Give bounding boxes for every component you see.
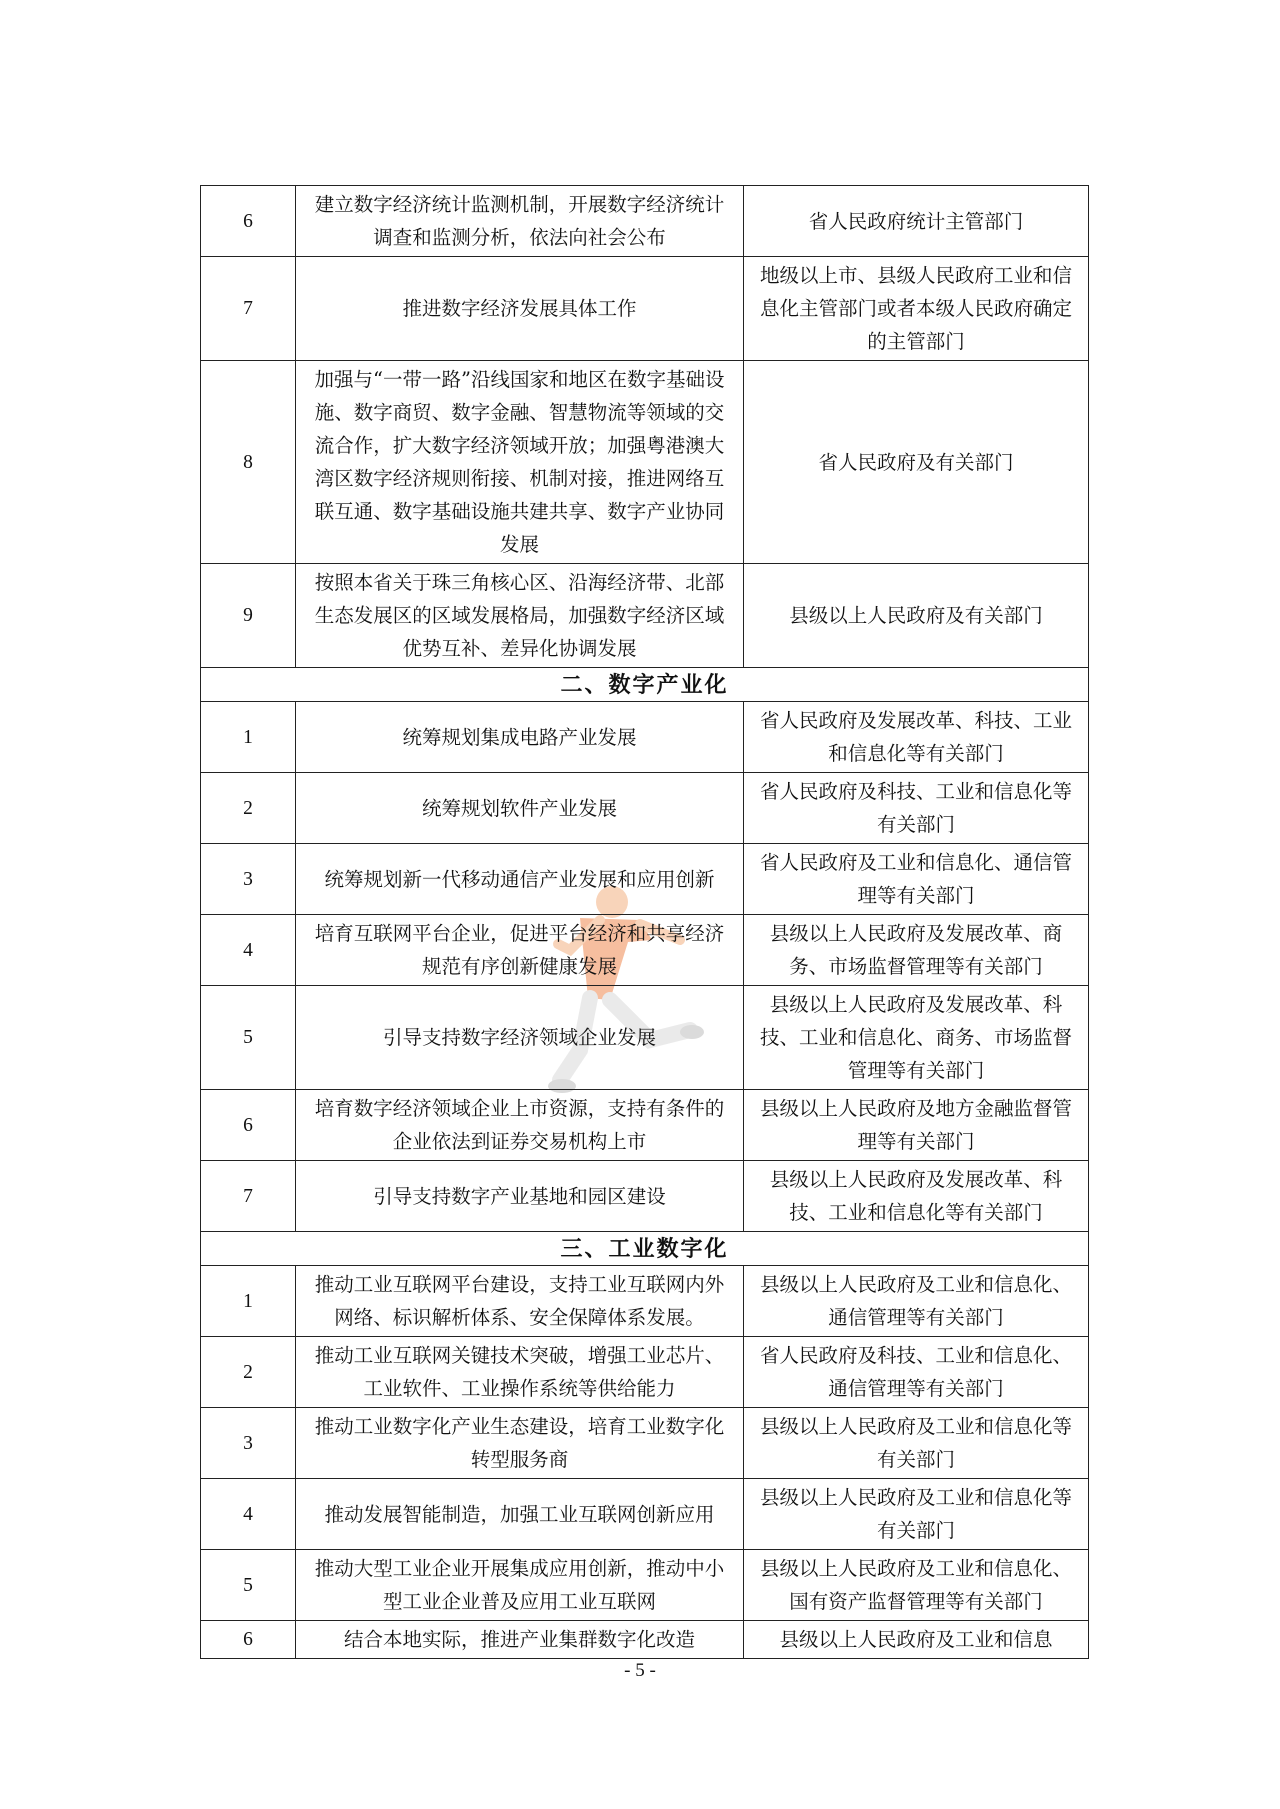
row-number: 6 <box>201 186 296 257</box>
task-cell: 统筹规划软件产业发展 <box>296 773 744 844</box>
row-number: 7 <box>201 1161 296 1232</box>
table-row <box>201 1621 1089 1659</box>
row-number: 8 <box>201 361 296 564</box>
task-cell: 结合本地实际，推进产业集群数字化改造 <box>296 1621 744 1659</box>
table-row <box>201 1479 1089 1550</box>
row-number: 6 <box>201 1090 296 1161</box>
table-row <box>201 564 1089 668</box>
row-number: 5 <box>201 1550 296 1621</box>
task-cell: 引导支持数字经济领域企业发展 <box>296 986 744 1090</box>
department-cell: 省人民政府统计主管部门 <box>744 186 1089 257</box>
task-cell: 统筹规划集成电路产业发展 <box>296 702 744 773</box>
table-row <box>201 915 1089 986</box>
table-row <box>201 986 1089 1090</box>
task-cell: 加强与“一带一路”沿线国家和地区在数字基础设施、数字商贸、数字金融、智慧物流等领域的交流合作，扩大数字经济领域开放；加强粤港澳大湾区数字经济规则衔接、机制对接，推进网络互联互通、数字基础设施共建共享、数字产业协同发展 <box>296 361 744 564</box>
department-cell: 省人民政府及科技、工业和信息化、通信管理等有关部门 <box>744 1337 1089 1408</box>
table-row <box>201 702 1089 773</box>
row-number: 2 <box>201 1337 296 1408</box>
table-row <box>201 186 1089 257</box>
department-cell: 县级以上人民政府及工业和信息化等有关部门 <box>744 1479 1089 1550</box>
table-row <box>201 1337 1089 1408</box>
row-number: 9 <box>201 564 296 668</box>
table-body <box>201 186 1089 1659</box>
task-cell: 推动大型工业企业开展集成应用创新，推动中小型工业企业普及应用工业互联网 <box>296 1550 744 1621</box>
task-cell: 培育互联网平台企业，促进平台经济和共享经济规范有序创新健康发展 <box>296 915 744 986</box>
row-number: 5 <box>201 986 296 1090</box>
department-cell: 县级以上人民政府及工业和信息化等有关部门 <box>744 1408 1089 1479</box>
task-cell: 培育数字经济领域企业上市资源，支持有条件的企业依法到证券交易机构上市 <box>296 1090 744 1161</box>
department-cell: 县级以上人民政府及发展改革、科技、工业和信息化、商务、市场监督管理等有关部门 <box>744 986 1089 1090</box>
table-row <box>201 773 1089 844</box>
task-cell: 建立数字经济统计监测机制，开展数字经济统计调查和监测分析，依法向社会公布 <box>296 186 744 257</box>
row-number: 3 <box>201 1408 296 1479</box>
section-heading-row <box>201 668 1089 702</box>
department-cell: 地级以上市、县级人民政府工业和信息化主管部门或者本级人民政府确定的主管部门 <box>744 257 1089 361</box>
task-cell: 引导支持数字产业基地和园区建设 <box>296 1161 744 1232</box>
row-number: 6 <box>201 1621 296 1659</box>
table-row <box>201 1408 1089 1479</box>
task-cell: 统筹规划新一代移动通信产业发展和应用创新 <box>296 844 744 915</box>
task-cell: 推动工业数字化产业生态建设，培育工业数字化转型服务商 <box>296 1408 744 1479</box>
row-number: 3 <box>201 844 296 915</box>
department-cell: 县级以上人民政府及地方金融监督管理等有关部门 <box>744 1090 1089 1161</box>
department-cell: 县级以上人民政府及工业和信息化、通信管理等有关部门 <box>744 1266 1089 1337</box>
department-cell: 省人民政府及工业和信息化、通信管理等有关部门 <box>744 844 1089 915</box>
section-heading-row <box>201 1232 1089 1266</box>
department-cell: 省人民政府及发展改革、科技、工业和信息化等有关部门 <box>744 702 1089 773</box>
department-cell: 省人民政府及有关部门 <box>744 361 1089 564</box>
table-row <box>201 1550 1089 1621</box>
table-row <box>201 844 1089 915</box>
department-cell: 县级以上人民政府及工业和信息 <box>744 1621 1089 1659</box>
task-cell: 推动工业互联网平台建设，支持工业互联网内外网络、标识解析体系、安全保障体系发展。 <box>296 1266 744 1337</box>
department-cell: 县级以上人民政府及发展改革、商务、市场监督管理等有关部门 <box>744 915 1089 986</box>
row-number: 1 <box>201 702 296 773</box>
row-number: 2 <box>201 773 296 844</box>
section-heading: 三、工业数字化 <box>201 1232 1089 1266</box>
department-cell: 县级以上人民政府及有关部门 <box>744 564 1089 668</box>
row-number: 4 <box>201 915 296 986</box>
table-row <box>201 1266 1089 1337</box>
department-cell: 县级以上人民政府及发展改革、科技、工业和信息化等有关部门 <box>744 1161 1089 1232</box>
table-row <box>201 1090 1089 1161</box>
task-cell: 按照本省关于珠三角核心区、沿海经济带、北部生态发展区的区域发展格局，加强数字经济区域优势互补、差异化协调发展 <box>296 564 744 668</box>
row-number: 7 <box>201 257 296 361</box>
row-number: 4 <box>201 1479 296 1550</box>
section-heading: 二、数字产业化 <box>201 668 1089 702</box>
row-number: 1 <box>201 1266 296 1337</box>
department-cell: 省人民政府及科技、工业和信息化等有关部门 <box>744 773 1089 844</box>
task-cell: 推动发展智能制造，加强工业互联网创新应用 <box>296 1479 744 1550</box>
task-cell: 推进数字经济发展具体工作 <box>296 257 744 361</box>
responsibility-table <box>200 185 1089 1659</box>
department-cell: 县级以上人民政府及工业和信息化、国有资产监督管理等有关部门 <box>744 1550 1089 1621</box>
table-row <box>201 257 1089 361</box>
table-row <box>201 1161 1089 1232</box>
task-cell: 推动工业互联网关键技术突破，增强工业芯片、工业软件、工业操作系统等供给能力 <box>296 1337 744 1408</box>
table-row <box>201 361 1089 564</box>
page-number: - 5 - <box>624 1660 656 1681</box>
